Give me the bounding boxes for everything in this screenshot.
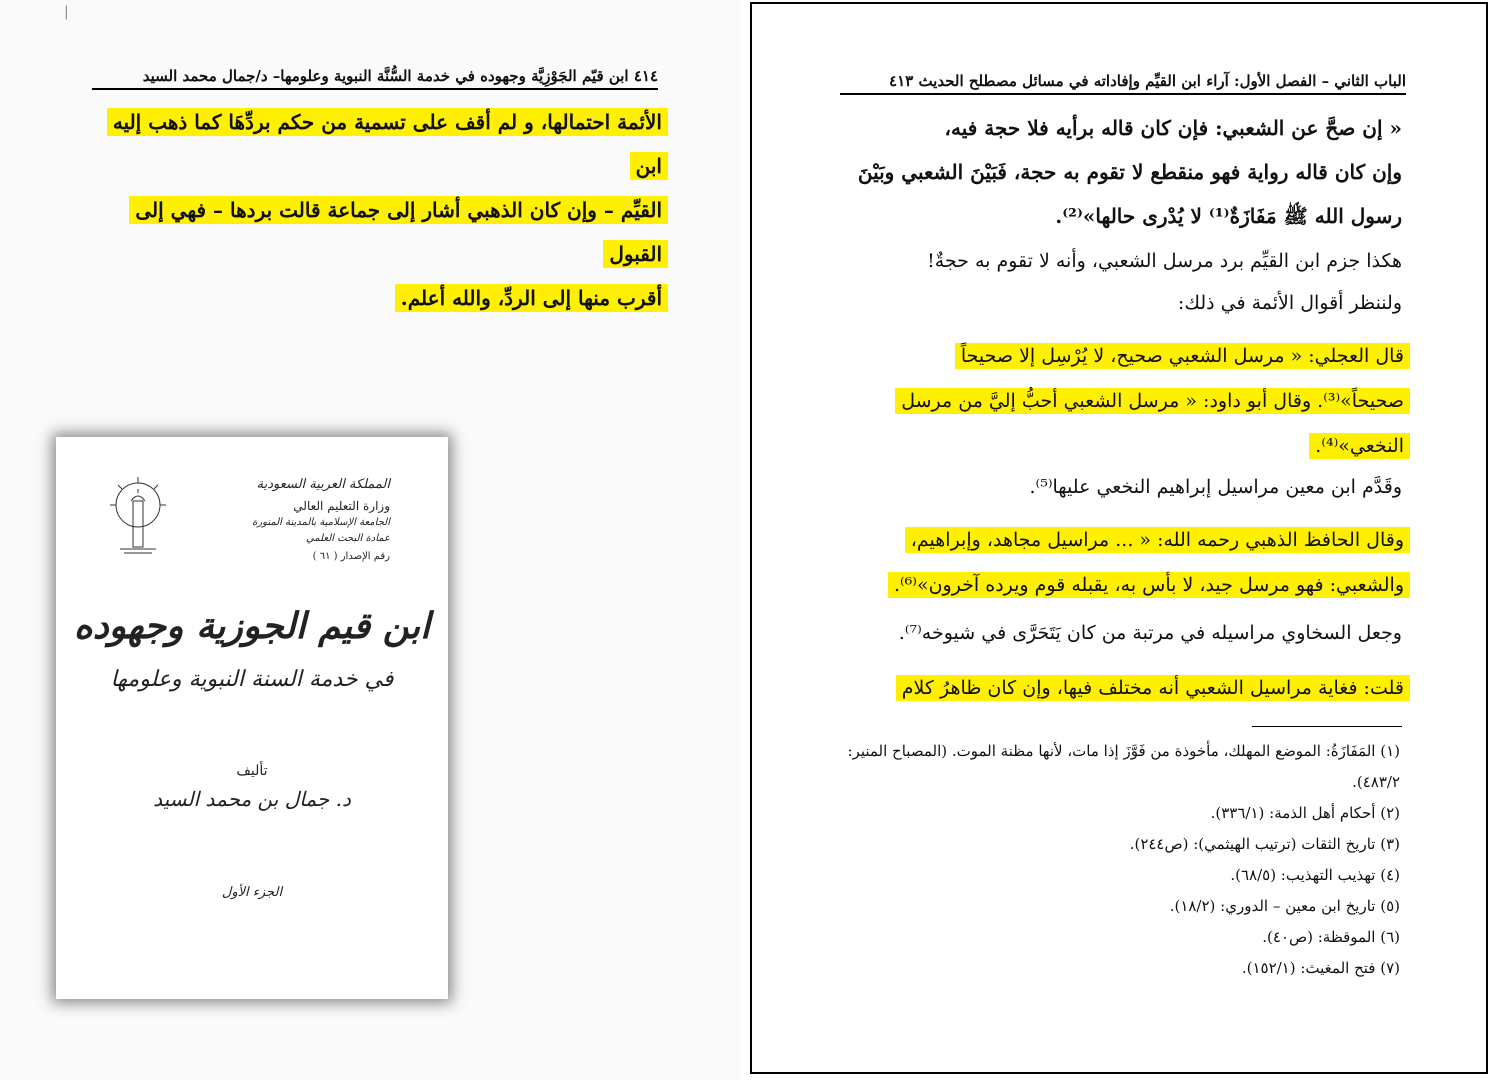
intro-paragraph (842, 240, 1402, 324)
dhahabi-paragraph (832, 518, 1410, 608)
ijli-paragraph (832, 334, 1410, 469)
qultu-paragraph (832, 666, 1410, 710)
cover-subtitle: في خدمة السنة النبوية وعلومها (110, 667, 394, 692)
left-line-3: أقرب منها إلى الردِّ، والله أعلم. (395, 284, 668, 312)
quote-line-2: وإن كان قاله رواية فهو منقطع لا تقوم به حجة، فَبَيْنَ الشعبي وبَيْنَ (857, 160, 1402, 184)
cover-author-label: تأليف (236, 763, 268, 779)
ibn-maeen-paragraph: وقَدَّم ابن معين مراسيل إبراهيم النخعي عليها⁽⁵⁾. (1029, 476, 1402, 498)
ijli-line-3: النخعي»⁽⁴⁾. (1309, 433, 1410, 459)
book-cover (56, 437, 448, 999)
left-page-header: ٤١٤ ابن قيّم الجَوْزِيَّة وجهوده في خدمة السُّنَّة النبوية وعلومها– د/جمال محمد السيد (92, 67, 658, 90)
ijli-line-1: قال العجلي: « مرسل الشعبي صحيح، لا يُرْسِل إلا صحيحاً (955, 343, 1410, 369)
left-line-2: القيِّم – وإن كان الذهبي أشار إلى جماعة قالت بردها – فهي إلى القبول (129, 196, 668, 268)
quote-line-1: « إن صحَّ عن الشعبي: فإن كان قاله برأيه فلا حجة فيه، (944, 116, 1402, 140)
footnote-4: (٤) تهذيب التهذيب: (٦٨/٥). (1230, 866, 1400, 884)
dhahabi-line-2: والشعبي: فهو مرسل جيد، لا بأس به، يقبله قوم ويرده آخرون»⁽⁶⁾. (888, 572, 1410, 598)
cover-title: ابن قيم الجوزية وجهوده (73, 605, 431, 647)
footnotes (842, 736, 1400, 984)
left-line-1: الأئمة احتمالها، و لم أقف على تسمية من حكم بردِّهَا كما ذهب إليه ابن (107, 108, 668, 180)
cover-volume: الجزء الأول (221, 885, 283, 900)
quote-paragraph (842, 106, 1402, 238)
cover-author: د. جمال بن محمد السيد (153, 787, 351, 811)
cover-institution-1: المملكة العربية السعودية (256, 477, 390, 492)
cover-institution-4: عمادة البحث العلمي (305, 533, 390, 544)
intro-line-1: هكذا جزم ابن القيِّم برد مرسل الشعبي، وأنه لا تقوم به حجةٌ! (927, 250, 1402, 272)
ijli-line-2: صحيحاً»⁽³⁾. وقال أبو داود: « مرسل الشعبي أحبُّ إليَّ من مرسل (895, 388, 1410, 414)
quote-line-3: رسول الله ﷺ مَفَازَةٌ⁽¹⁾ لا يُدْرى حالها»⁽²⁾. (1055, 204, 1402, 228)
cover-institution-2: وزارة التعليم العالي (293, 499, 390, 513)
footnote-5: (٥) تاريخ ابن معين – الدوري: (١٨/٢). (1169, 897, 1400, 915)
dhahabi-line-1: وقال الحافظ الذهبي رحمه الله: « ... مراسيل مجاهد، وإبراهيم، (905, 527, 1410, 553)
university-emblem-icon (108, 475, 168, 557)
footnote-2: (٢) أحكام أهل الذمة: (٣٣٦/١). (1210, 804, 1400, 822)
scan-mark: | (64, 4, 69, 20)
footnote-7: (٧) فتح المغيث: (١٥٢/١). (1241, 959, 1400, 977)
footnote-3: (٣) تاريخ الثقات (ترتيب الهيثمي): (ص٢٤٤). (1129, 835, 1400, 853)
right-page (750, 2, 1488, 1074)
footnote-separator (1252, 726, 1402, 727)
intro-line-2: ولننظر أقوال الأئمة في ذلك: (1177, 292, 1402, 314)
qultu-line: قلت: فغاية مراسيل الشعبي أنه مختلف فيها، وإن كان ظاهرُ كلام (896, 675, 1410, 701)
left-highlighted-paragraph (90, 100, 668, 320)
footnote-6: (٦) الموقظة: (ص٤٠). (1262, 928, 1400, 946)
right-page-header: الباب الثاني – الفصل الأول: آراء ابن القيِّم وإفاداته في مسائل مصطلح الحديث ٤١٣ (840, 72, 1406, 95)
left-page (0, 0, 740, 1080)
sakhawi-paragraph: وجعل السخاوي مراسيله في مرتبة من كان يَتَحَرَّى في شيوخه⁽⁷⁾. (898, 622, 1402, 644)
cover-institution-3: الجامعة الإسلامية بالمدينة المنورة (252, 517, 390, 528)
footnote-1: (١) المَفَازَةُ: الموضع المهلك، مأخوذة من فَوَّزَ إذا مات، لأنها مظنة الموت. (المصباح المنير: ٤٨٣/٢). (847, 742, 1400, 791)
cover-issue-number: رقم الإصدار ( ٦١ ) (312, 551, 390, 562)
